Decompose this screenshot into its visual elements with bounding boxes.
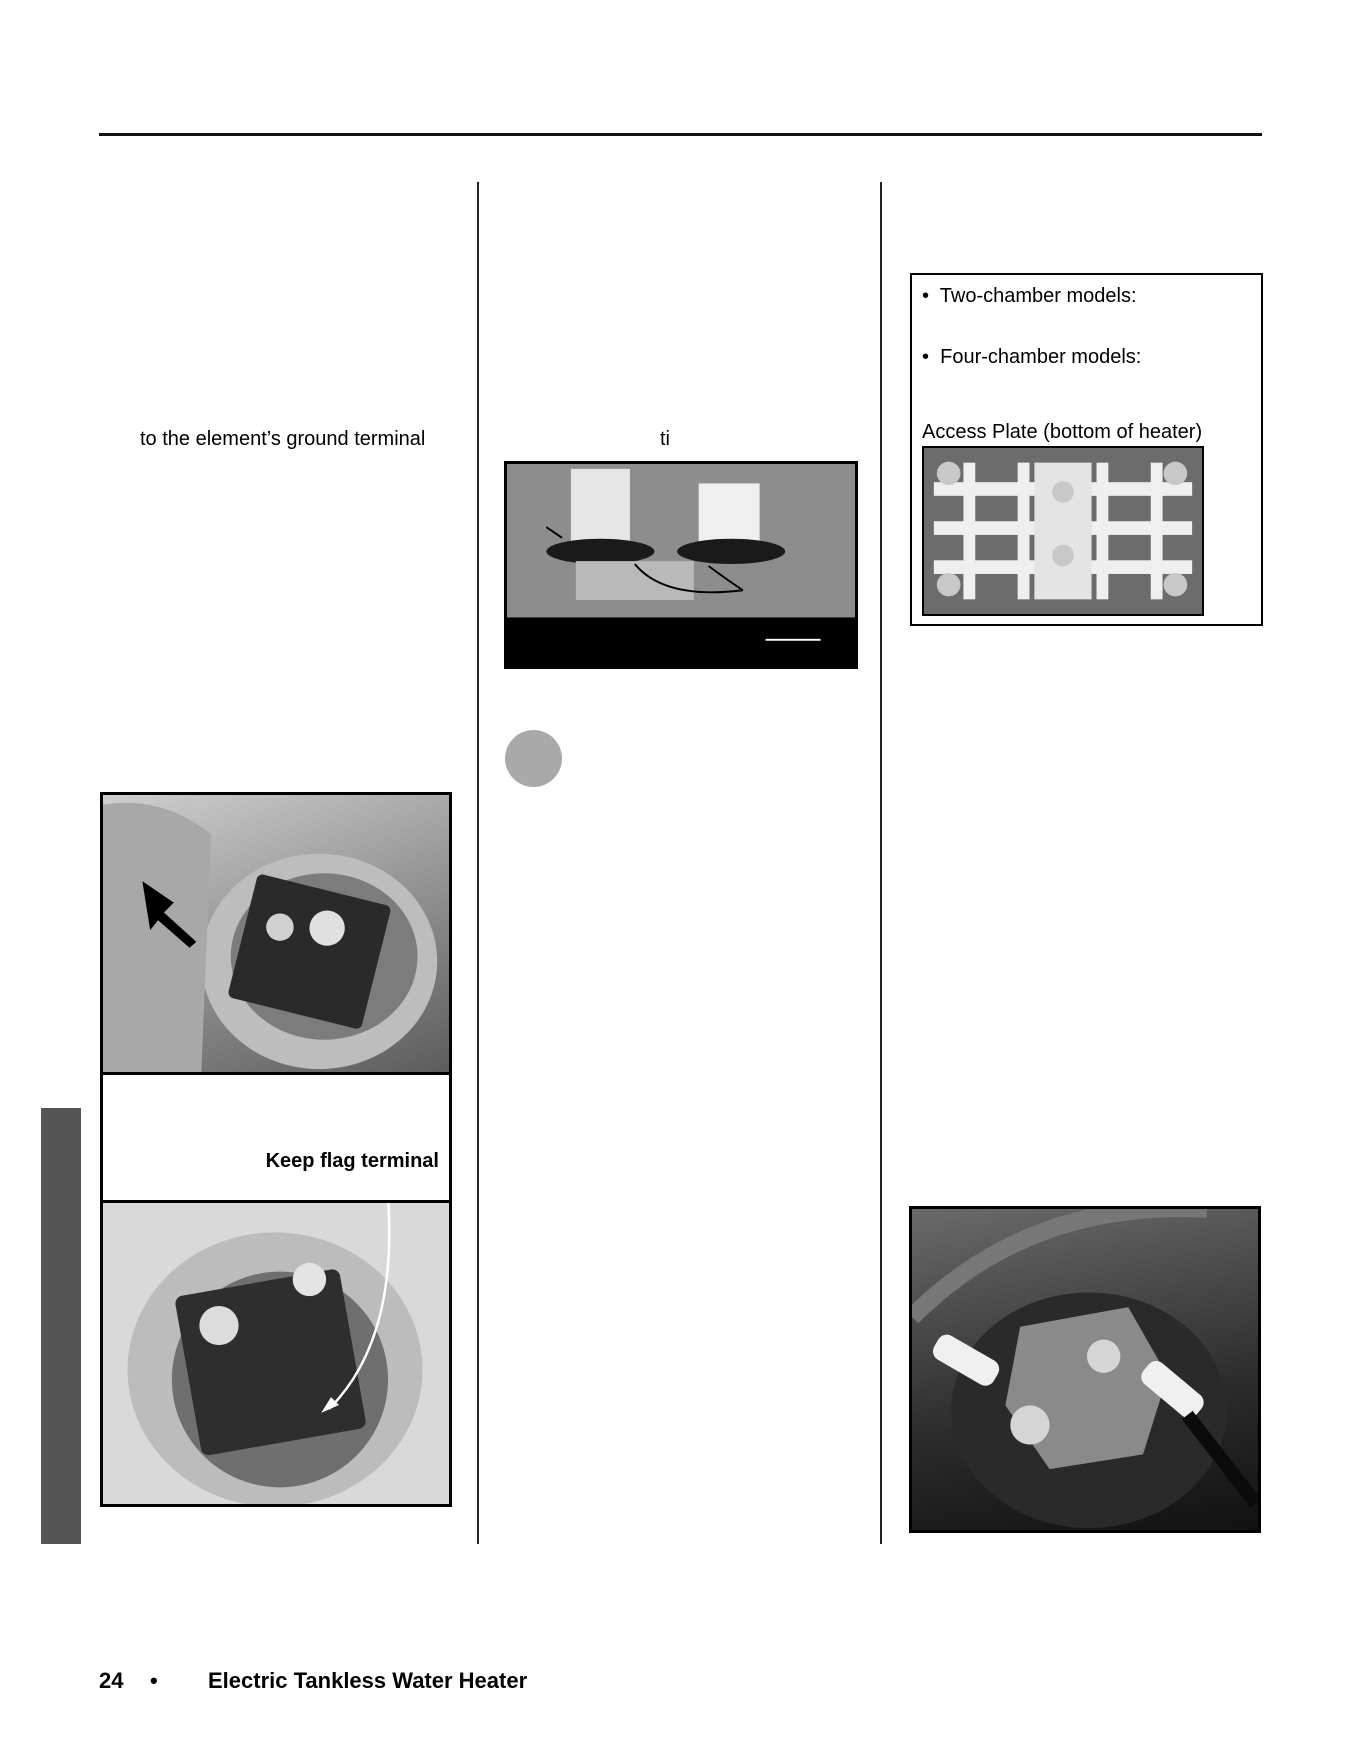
bullet: • (922, 346, 930, 368)
list-item-four-chamber: • Four-chamber models: (922, 346, 1142, 368)
chamber-info-box (910, 273, 1263, 626)
step-indicator-circle (505, 730, 562, 787)
list-item-two-chamber: • Two-chamber models: (922, 285, 1137, 307)
column-divider-1 (477, 182, 479, 1544)
wired-element-photo (909, 1206, 1261, 1533)
ground-terminal-text: to the element’s ground terminal (140, 428, 426, 450)
footer-title: Electric Tankless Water Heater (208, 1668, 528, 1693)
figure-caption-bold: Keep flag terminal (265, 1150, 439, 1172)
element-photo-bottom (100, 1200, 452, 1507)
section-side-tab (41, 1108, 81, 1544)
element-photo-top (100, 792, 452, 1076)
compression-nut-photo (504, 461, 858, 669)
footer-page-number: 24 (99, 1668, 124, 1693)
footer-separator: • (150, 1668, 158, 1693)
bullet: • (922, 285, 930, 307)
column-divider-2 (880, 182, 882, 1544)
header-rule (99, 133, 1262, 136)
text-fragment: ti (660, 428, 670, 450)
access-plate-label: Access Plate (bottom of heater) (922, 421, 1203, 443)
figure-caption-box (100, 1072, 452, 1203)
access-plate-photo (922, 446, 1204, 616)
